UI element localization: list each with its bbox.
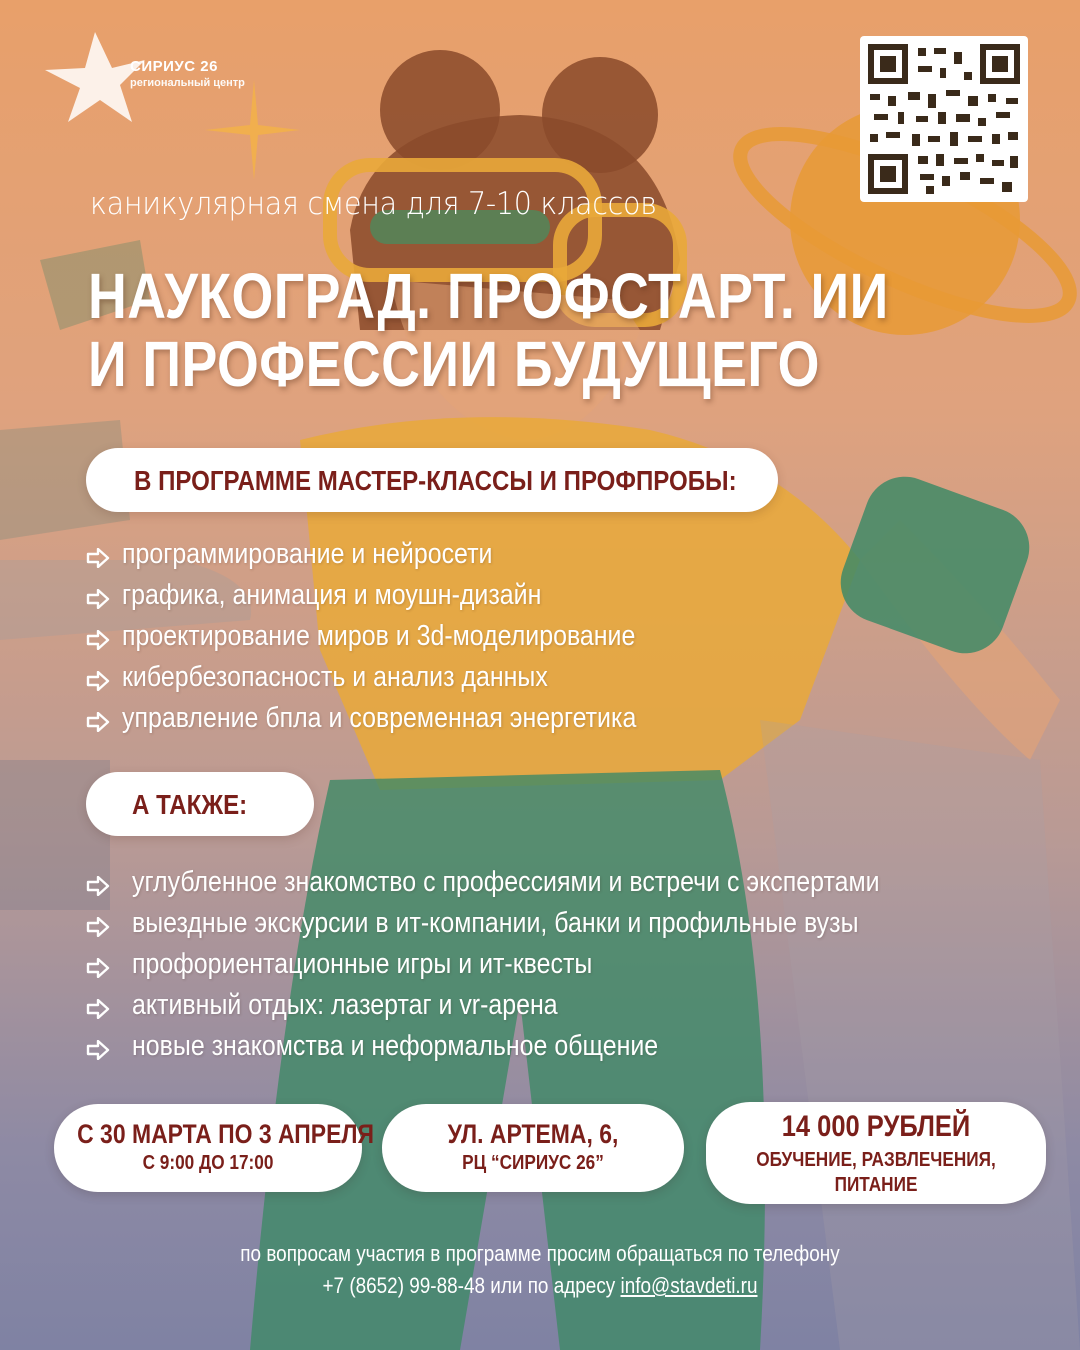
footer-line-2 [76, 1270, 1005, 1302]
list-item-label: программирование и нейросети [122, 538, 493, 570]
price-includes: ОБУЧЕНИЕ, РАЗВЛЕЧЕНИЯ, ПИТАНИЕ [756, 1149, 996, 1196]
address-pill [382, 1104, 684, 1192]
title-line-2: И ПРОФЕССИИ БУДУЩЕГО [88, 328, 820, 400]
price-pill [706, 1102, 1046, 1204]
page-title [88, 262, 889, 398]
qr-code[interactable] [860, 36, 1028, 202]
list-item-label: графика, анимация и моушн-дизайн [122, 579, 542, 611]
price-main: 14 000 РУБЛЕЙ [781, 1110, 971, 1143]
arrow-right-icon [86, 958, 110, 978]
arrow-right-icon [86, 630, 110, 650]
logo [130, 58, 245, 89]
list-item-label: профориентационные игры и ит-квесты [132, 948, 593, 980]
dates-pill [54, 1104, 375, 1192]
qr-code-icon [868, 44, 1020, 194]
also-heading: А ТАКЖЕ: [132, 789, 248, 820]
event-subtitle: каникулярная смена для 7-10 классов [90, 186, 657, 222]
arrow-right-icon [86, 917, 110, 937]
program-heading: В ПРОГРАММЕ МАСТЕР-КЛАССЫ И ПРОФПРОБЫ: [134, 465, 737, 496]
logo-subtitle: региональный центр [130, 77, 245, 89]
list-item-label: новые знакомства и неформальное общение [132, 1030, 659, 1062]
address-venue: РЦ “СИРИУС 26” [462, 1152, 604, 1174]
arrow-right-icon [86, 589, 110, 609]
logo-title: СИРИУС 26 [130, 58, 218, 75]
list-item-label: активный отдых: лазертаг и vr-арена [132, 989, 558, 1021]
title-line-1: НАУКОГРАД. ПРОФСТАРТ. ИИ [88, 260, 889, 332]
list-item-label: проектирование миров и 3d-моделирование [122, 620, 636, 652]
arrow-right-icon [86, 712, 110, 732]
list-item-label: кибербезопасность и анализ данных [122, 661, 548, 693]
footer-line-1: по вопросам участия в программе просим обращаться по телефону [240, 1241, 840, 1266]
arrow-right-icon [86, 1040, 110, 1060]
list-item-label: углубленное знакомство с профессиями и встречи с экспертами [132, 866, 880, 898]
program-heading-pill [86, 448, 778, 512]
arrow-right-icon [86, 876, 110, 896]
list-item-label: управление бпла и современная энергетика [122, 702, 637, 734]
arrow-right-icon [86, 999, 110, 1019]
arrow-right-icon [86, 671, 110, 691]
phone-text: +7 (8652) 99-88-48 или по адресу [322, 1273, 621, 1298]
list-item-label: выездные экскурсии в ит-компании, банки и профильные вузы [132, 907, 859, 939]
also-heading-pill [86, 772, 314, 836]
address-main: УЛ. АРТЕМА, 6, [447, 1119, 619, 1149]
email-link[interactable]: info@stavdeti.ru [620, 1273, 758, 1298]
dates-time: С 9:00 ДО 17:00 [142, 1152, 274, 1174]
arrow-right-icon [86, 548, 110, 568]
contact-footer [0, 1238, 1080, 1302]
dates-main: С 30 МАРТА ПО 3 АПРЕЛЯ [77, 1119, 375, 1149]
